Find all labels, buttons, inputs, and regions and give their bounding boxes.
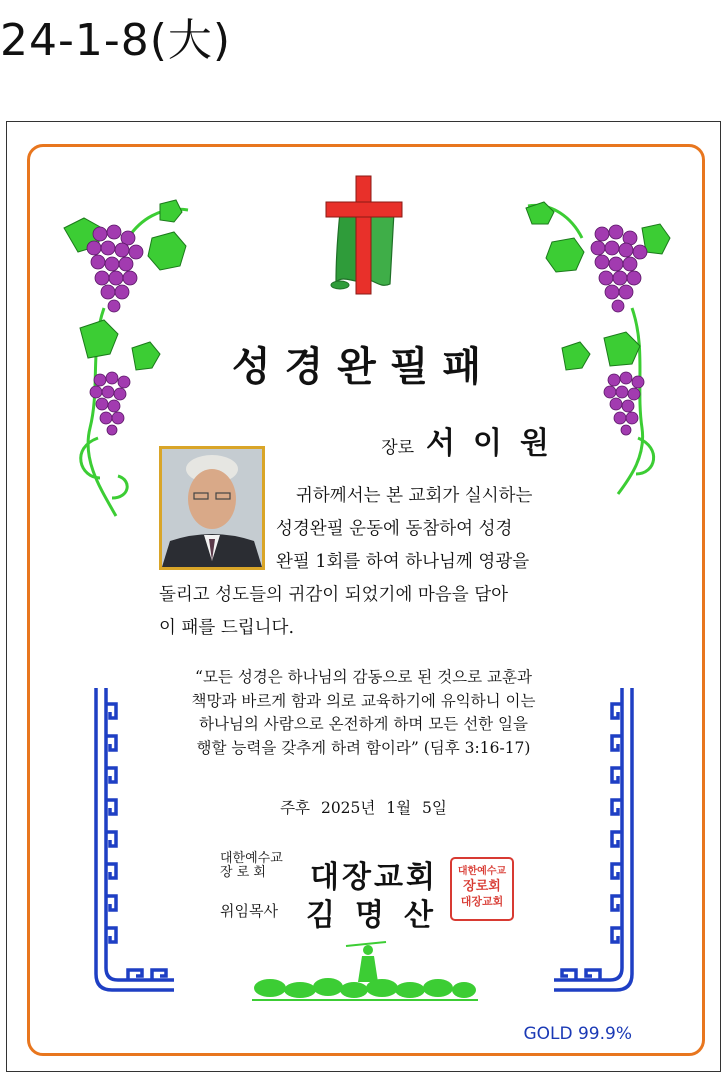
cross-icon [318,172,413,297]
quote-line: 행할 능력을 갖추게 하려 함이라” (딤후 3:16-17) [196,738,531,757]
quote-line: 하나님의 사람으로 온전하게 하며 모든 선한 일을 [198,715,529,733]
award-date: 주후 2025년 1월 5일 [280,799,447,817]
body-line-4: 돌리고 성도들의 귀감이 되었기에 마음을 담아 [159,585,509,605]
portrait-icon [162,449,262,567]
org-name: 대장교회 [310,860,438,895]
bible-quote [0,666,727,760]
body-line-5: 이 패를 드립니다. [159,618,295,638]
quote-line: 책망과 바르게 함과 의로 교육하기에 유익하니 이는 [191,691,536,710]
signer-name: 김명산 [306,898,453,933]
recipient-photo [159,446,265,570]
org-denomination: 대한예수교 장 로 회 [220,851,283,880]
plaque-title: 성경완필패 [231,343,496,390]
product-code: 24-1-8(大) [0,15,232,66]
recipient [381,418,567,462]
body-line-3: 완필 1회를 하여 하나님께 영광을 [276,552,530,572]
body-line-1: 귀하께서는 본 교회가 실시하는 [296,486,533,506]
signer-title: 위임목사 [220,902,278,920]
shepherd-flock-icon [250,938,480,1008]
quote-line: “모든 성경은 하나님의 감동으로 된 것으로 교훈과 [195,668,532,686]
official-seal-icon: 대한예수교 장로회 대장교회 [450,857,514,921]
body-line-2: 성경완필 운동에 동참하여 성경 [276,519,513,539]
gold-label: GOLD 99.9% [515,1024,640,1044]
recipient-rank: 장로 [381,438,415,458]
recipient-name: 서이원 [426,426,567,461]
